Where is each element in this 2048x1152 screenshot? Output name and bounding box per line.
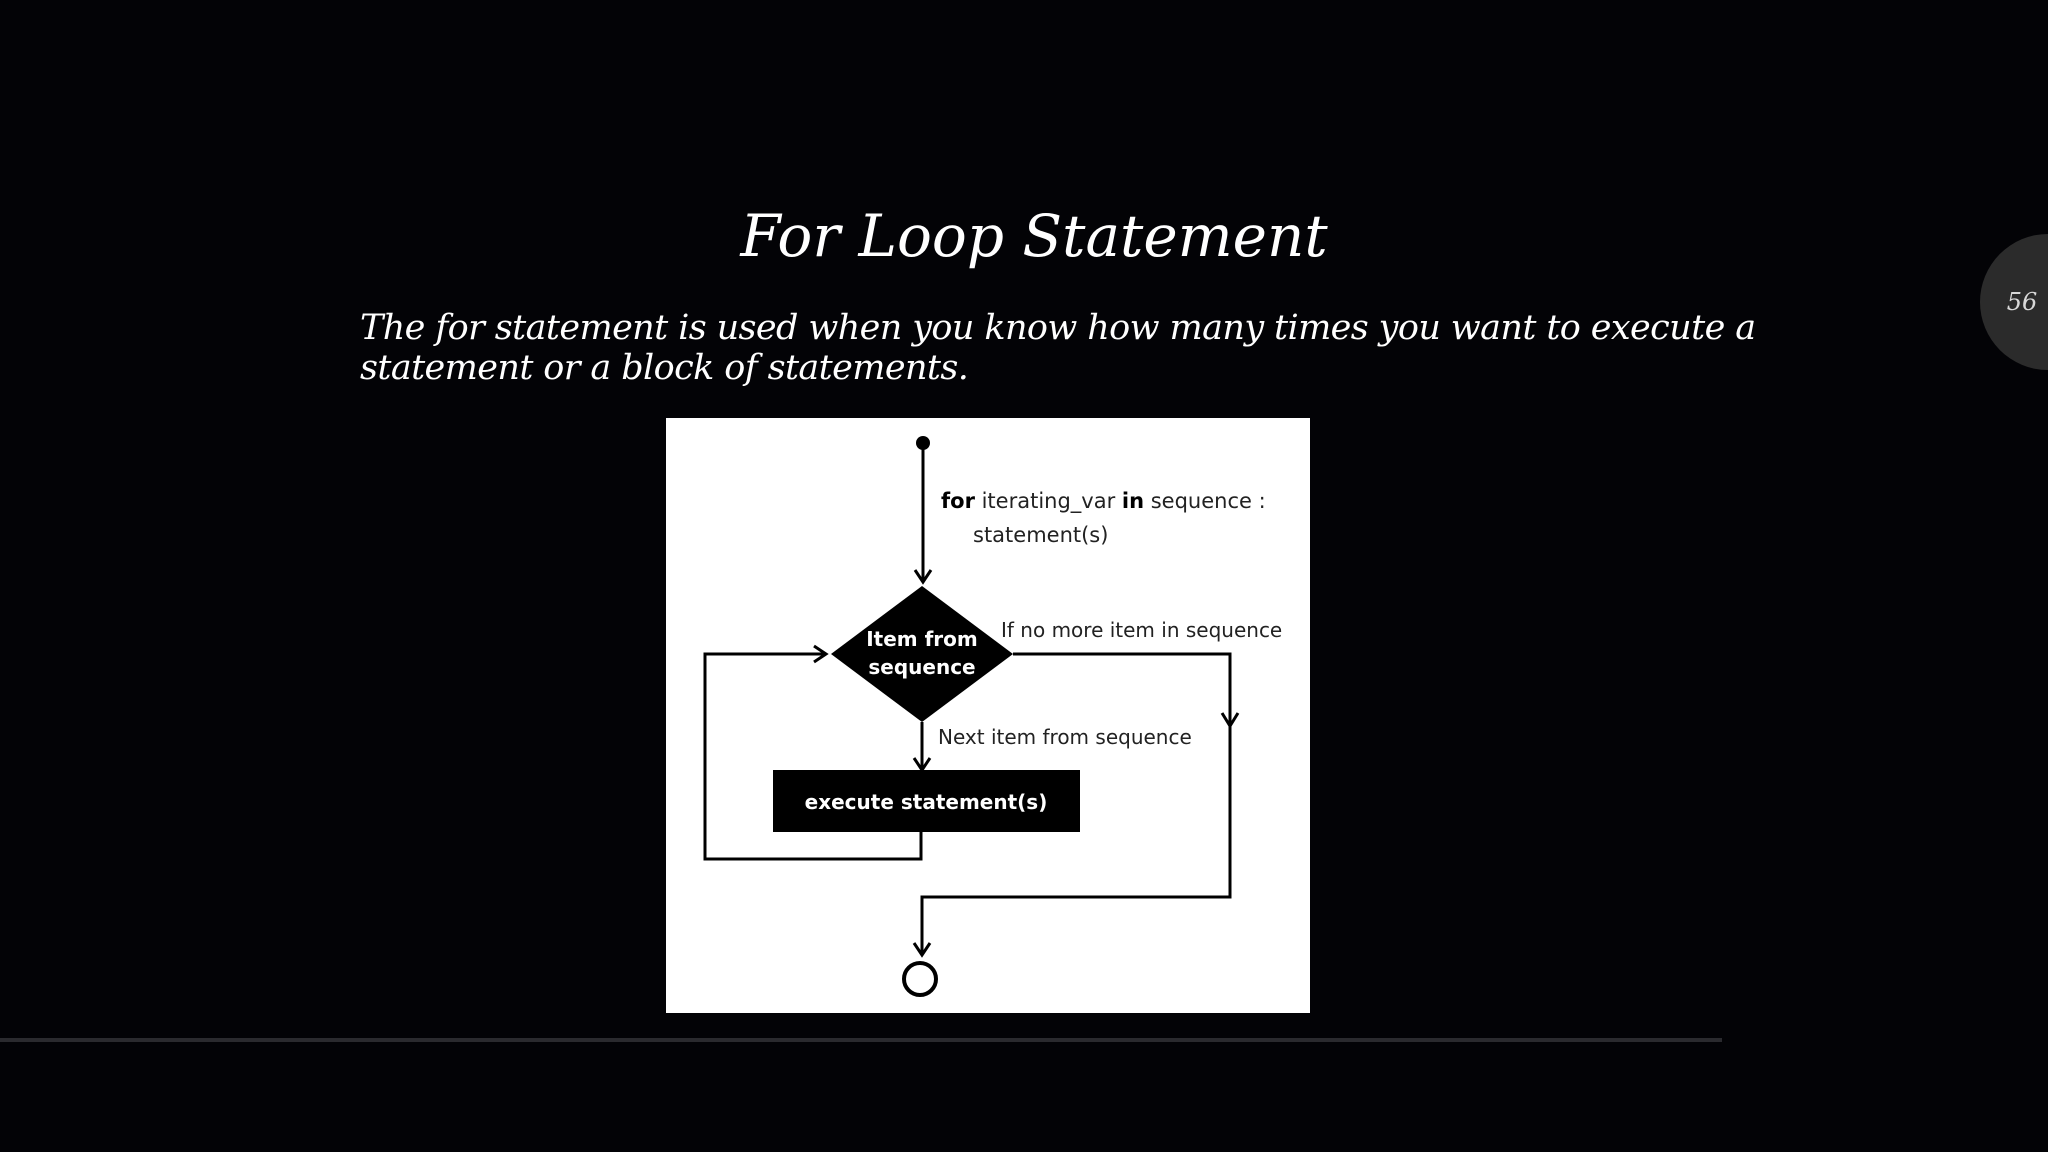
body-line-1: The for statement is used when you know how many times you want to execute a <box>360 308 1756 348</box>
end-node <box>904 963 936 995</box>
for-loop-flowchart <box>666 418 1310 1013</box>
decision-label-line-2: sequence <box>868 655 976 679</box>
next-condition-label: Next item from sequence <box>938 725 1192 749</box>
slide-title: For Loop Statement <box>740 202 1328 270</box>
body-line-2: statement or a block of statements. <box>360 348 969 388</box>
syntax-line: for iterating_var in sequence : <box>941 489 1266 513</box>
decision-diamond <box>831 586 1013 722</box>
slide-body-text <box>360 308 1756 388</box>
syntax-body: statement(s) <box>973 523 1109 547</box>
bottom-divider <box>0 1038 1722 1042</box>
page-number: 56 <box>2006 288 2038 316</box>
decision-label-line-1: Item from <box>866 627 978 651</box>
exit-condition-label: If no more item in sequence <box>1001 618 1283 642</box>
action-box-label: execute statement(s) <box>804 790 1048 814</box>
